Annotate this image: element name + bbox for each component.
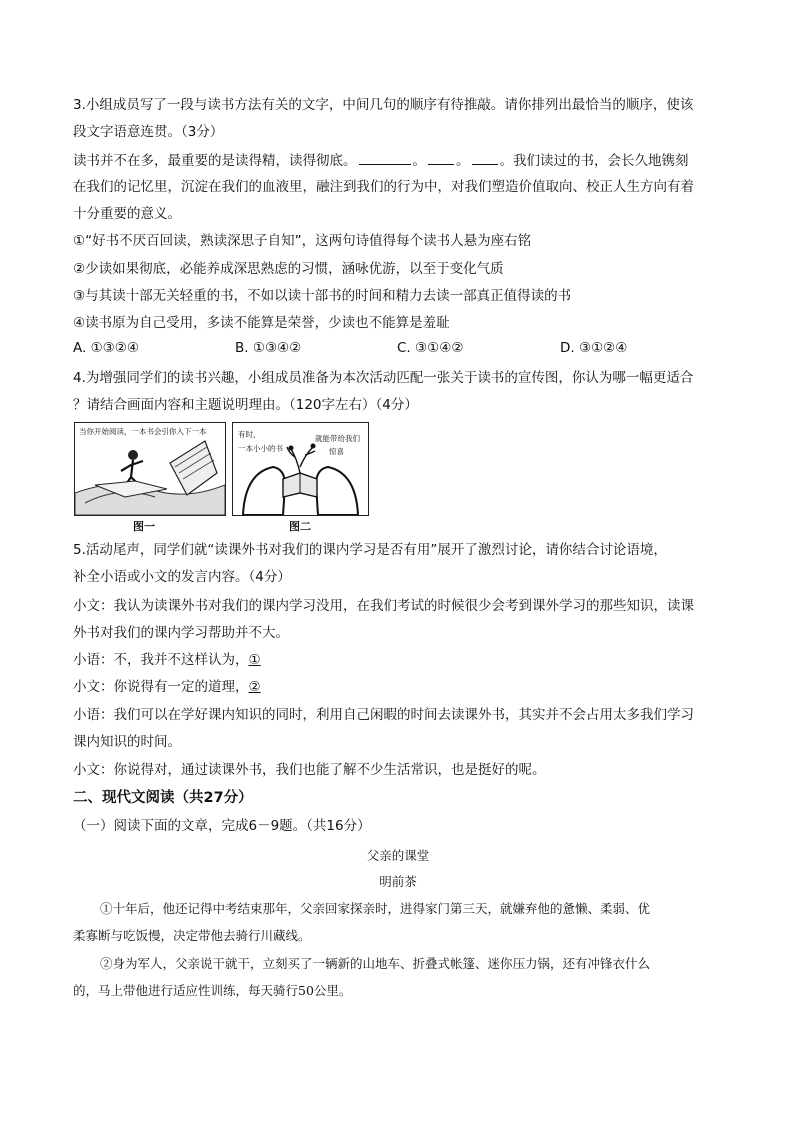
section-subheading: （一）阅读下面的文章，完成6－9题。（共16分）	[73, 818, 371, 834]
option-d[interactable]: D. ③①②④	[560, 340, 628, 356]
answer-blank-3[interactable]	[472, 150, 498, 165]
q3-paragraph-line2: 在我们的记忆里，沉淀在我们的血液里，融注到我们的行为中，对我们塑造价值取向、校正人生方向有着	[73, 179, 694, 195]
article-paragraph-2a: ②身为军人，父亲说干就干，立刻买了一辆新的山地车、折叠式帐篷、迷你压力锅，还有冲锋衣什么	[100, 956, 651, 971]
separator: 。	[456, 153, 470, 169]
q3-item-2: ②少读如果彻底，必能养成深思熟虑的习惯，涵咏优游，以至于变化气质	[73, 261, 504, 277]
q3-options	[73, 340, 723, 360]
q5-prompt-line1: 5.活动尾声，同学们就“读课外书对我们的课内学习是否有用”展开了激烈讨论，请你结合讨论语境，	[73, 542, 667, 558]
answer-blank-xiaoyu[interactable]: ①	[248, 652, 261, 668]
figure-1-label: 图一	[133, 520, 155, 533]
option-c[interactable]: C. ③①④②	[397, 340, 464, 356]
answer-blank-xiaowen[interactable]: ②	[248, 679, 261, 695]
q4-prompt-line1: 4.为增强同学们的读书兴趣，小组成员准备为本次活动匹配一张关于读书的宣传图，你认为哪一幅更适合	[73, 370, 694, 386]
q4-prompt-line2: ？请结合画面内容和主题说明理由。（120字左右）（4分）	[73, 397, 418, 413]
article-paragraph-2b: 的，马上带他进行适应性训练，每天骑行50公里。	[73, 983, 352, 998]
q3-prompt-line1: 3.小组成员写了一段与读书方法有关的文字，中间几句的顺序有待推敲。请你排列出最恰当的顺序，使该	[73, 97, 694, 113]
q3-item-3: ③与其读十部无关轻重的书，不如以读十部书的时间和精力去读一部真正值得读的书	[73, 288, 572, 304]
dialogue-xiaowen-1a: 小文：我认为读课外书对我们的课内学习没用，在我们考试的时候很少会考到课外学习的那些知识，读课	[73, 598, 694, 614]
dialogue-xiaoyu-1	[73, 650, 723, 670]
dialogue-xiaowen-2-text: 小文：你说得有一定的道理，	[73, 679, 249, 695]
q5-prompt-line2: 补全小语或小文的发言内容。（4分）	[73, 569, 291, 585]
q3-prompt-line2: 段文字语意连贯。（3分）	[73, 124, 224, 140]
q3-paragraph-line1	[73, 150, 723, 171]
q3-item-4: ④读书原为自己受用，多读不能算是荣誉，少读也不能算是羞耻	[73, 315, 450, 331]
section-heading: 二、现代文阅读（共27分）	[73, 790, 253, 806]
figure-1-caption-text: 当你开始阅读，一本书会引你入下一本	[79, 427, 207, 436]
dialogue-xiaoyu-1-text: 小语：不，我并不这样认为，	[73, 652, 249, 668]
separator: 。	[412, 153, 426, 169]
option-a[interactable]: A. ①③②④	[73, 340, 139, 356]
figure-1-image	[74, 422, 226, 516]
article-title: 父亲的课堂	[366, 848, 430, 863]
figure-2-text-right2: 惊喜	[329, 447, 344, 456]
dialogue-xiaowen-1b: 外书对我们的课内学习帮助并不大。	[73, 625, 289, 641]
dialogue-xiaowen-3: 小文：你说得对，通过读课外书，我们也能了解不少生活常识，也是挺好的呢。	[73, 762, 546, 778]
figure-2-text-left2: 一本小小的书	[238, 444, 283, 453]
figure-2-label: 图二	[289, 520, 311, 533]
dialogue-xiaowen-2	[73, 677, 723, 697]
figure-2-illustration	[233, 423, 368, 515]
q3-paragraph-end: 。我们读过的书，会长久地镌刻	[499, 153, 689, 169]
q3-paragraph-line3: 十分重要的意义。	[73, 206, 181, 222]
q3-item-1: ①“好书不厌百回读，熟读深思子自知”，这两句诗值得每个读书人悬为座右铭	[73, 233, 532, 249]
figure-2-text-left1: 有时，	[238, 430, 261, 439]
figure-2-image	[232, 422, 369, 516]
answer-blank-1[interactable]	[359, 150, 411, 165]
article-author: 明前茶	[379, 874, 417, 889]
figure-1-illustration	[75, 423, 225, 515]
figure-2-text-right1: 就能带给我们	[315, 434, 360, 443]
option-b[interactable]: B. ①③④②	[235, 340, 302, 356]
article-paragraph-1a: ①十年后，他还记得中考结束那年，父亲回家探亲时，进得家门第三天，就嫌弃他的惫懒、柔弱、优	[100, 901, 651, 916]
dialogue-xiaoyu-2a: 小语：我们可以在学好课内知识的同时，利用自己闲暇的时间去读课外书，其实并不会占用太多我们学习	[73, 707, 694, 723]
dialogue-xiaoyu-2b: 课内知识的时间。	[73, 734, 181, 750]
article-paragraph-1b: 柔寡断与吃饭慢，决定带他去骑行川藏线。	[73, 928, 311, 943]
answer-blank-2[interactable]	[428, 150, 454, 165]
q3-paragraph-start: 读书并不在多，最重要的是读得精，读得彻底。	[73, 153, 357, 169]
